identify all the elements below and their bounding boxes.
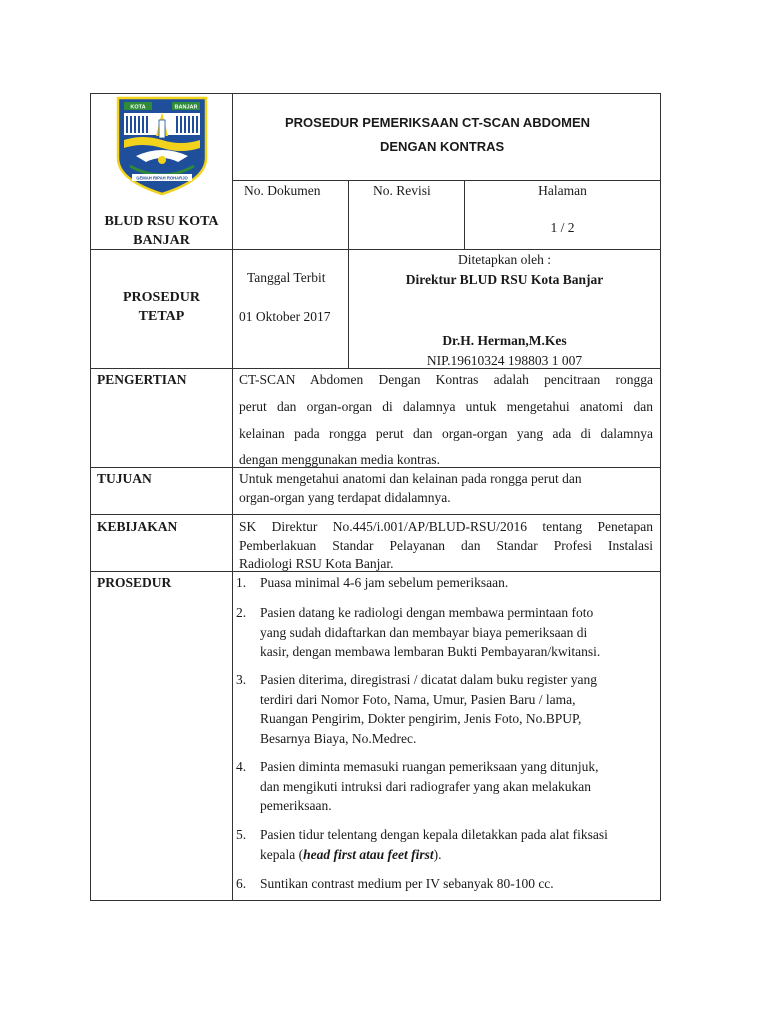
doc-title-line2: DENGAN KONTRAS <box>380 139 505 154</box>
pengertian-label: PENGERTIAN <box>97 372 187 387</box>
kebijakan-line: Pemberlakuan Standar Pelayanan dan Standar Profesi Instalasi <box>239 538 653 553</box>
kebijakan-label: KEBIJAKAN <box>97 519 178 534</box>
step-number: 6. <box>236 876 247 891</box>
protap-label-line2: TETAP <box>138 309 185 324</box>
table-border-bottom <box>90 900 661 901</box>
tujuan-label: TUJUAN <box>97 471 152 486</box>
institution-name-line1: BLUD RSU KOTA <box>104 214 219 229</box>
kebijakan-line: Radiologi RSU Kota Banjar. <box>239 556 394 571</box>
step-line-suffix: ). <box>433 846 442 862</box>
step-number: 1. <box>236 575 247 590</box>
step-line: Puasa minimal 4-6 jam sebelum pemeriksaan. <box>260 575 509 590</box>
no-revisi-label: No. Revisi <box>373 183 431 198</box>
step-line: pemeriksaan. <box>260 798 332 813</box>
step-line: Besarnya Biaya, No.Medrec. <box>260 730 417 746</box>
step-line <box>260 845 650 865</box>
pengertian-line: kelainan pada rongga perut dan organ-organ yang ada di dalamnya <box>239 426 653 441</box>
no-dokumen-label: No. Dokumen <box>244 183 321 198</box>
pengertian-line: CT-SCAN Abdomen Dengan Kontras adalah pencitraan rongga <box>239 372 653 387</box>
step-line: terdiri dari Nomor Foto, Nama, Umur, Pasien Baru / lama, <box>260 691 576 707</box>
step-line-prefix: kepala ( <box>260 846 304 862</box>
tanggal-terbit-label: Tanggal Terbit <box>247 270 326 285</box>
table-line-tujuan-bottom <box>90 514 661 515</box>
protap-label-line1: PROSEDUR <box>122 290 200 305</box>
halaman-value: 1 / 2 <box>550 220 575 235</box>
pengertian-line: dengan menggunakan media kontras. <box>239 452 440 467</box>
ditetapkan-by: Direktur BLUD RSU Kota Banjar <box>405 272 604 287</box>
table-border-right <box>660 93 661 901</box>
step-line: dan mengikuti intruksi dari radiografer yang akan melakukan <box>260 778 592 794</box>
step-line: yang sudah didaftarkan dan membayar biaya pemeriksaan di <box>260 624 588 640</box>
step-number: 4. <box>236 759 247 774</box>
step-line: Pasien diminta memasuki ruangan pemeriksaan yang ditunjuk, <box>260 759 599 774</box>
logo-text-left: KOTA <box>130 104 146 111</box>
table-border-top <box>90 93 661 94</box>
logo-text-right: BANJAR <box>174 104 198 111</box>
tujuan-line: organ-organ yang terdapat didalamnya. <box>239 490 451 505</box>
logo-banner-text: GEMAH RIPAH ROHARJO <box>136 175 188 181</box>
table-line-col1 <box>232 93 233 901</box>
step-line: Pasien diterima, diregistrasi / dicatat dalam buku register yang <box>260 672 598 687</box>
step-line: Suntikan contrast medium per IV sebanyak 80-100 cc. <box>260 876 554 891</box>
step-line: kasir, dengan membawa lembaran Bukti Pembayaran/kwitansi. <box>260 644 601 659</box>
kebijakan-line: SK Direktur No.445/i.001/AP/BLUD-RSU/2016 tentang Penetapan <box>239 519 653 534</box>
institution-name-line2: BANJAR <box>133 233 190 248</box>
step-line-emphasis: head first atau feet first <box>303 846 434 862</box>
step-number: 3. <box>236 672 247 687</box>
step-number: 5. <box>236 827 247 842</box>
signer-name: Dr.H. Herman,M.Kes <box>442 333 567 348</box>
step-line: Ruangan Pengirim, Dokter pengirim, Jenis Foto, No.BPUP, <box>260 711 582 726</box>
tanggal-terbit-value: 01 Oktober 2017 <box>239 309 331 324</box>
pengertian-line: perut dan organ-organ di dalamnya untuk mengetahui anatomi dan <box>239 399 653 414</box>
step-number: 2. <box>236 605 247 620</box>
step-line: Pasien datang ke radiologi dengan membawa permintaan foto <box>260 605 594 620</box>
doc-title-line1: PROSEDUR PEMERIKSAAN CT-SCAN ABDOMEN <box>285 115 591 130</box>
tujuan-line: Untuk mengetahui anatomi dan kelainan pada rongga perut dan <box>239 471 582 486</box>
prosedur-label: PROSEDUR <box>97 575 172 590</box>
kota-banjar-logo <box>116 96 208 196</box>
halaman-label: Halaman <box>538 183 587 198</box>
ditetapkan-label: Ditetapkan oleh : <box>458 252 551 267</box>
signer-nip: NIP.19610324 198803 1 007 <box>426 353 583 368</box>
step-line: Pasien tidur telentang dengan kepala diletakkan pada alat fiksasi <box>260 827 608 842</box>
